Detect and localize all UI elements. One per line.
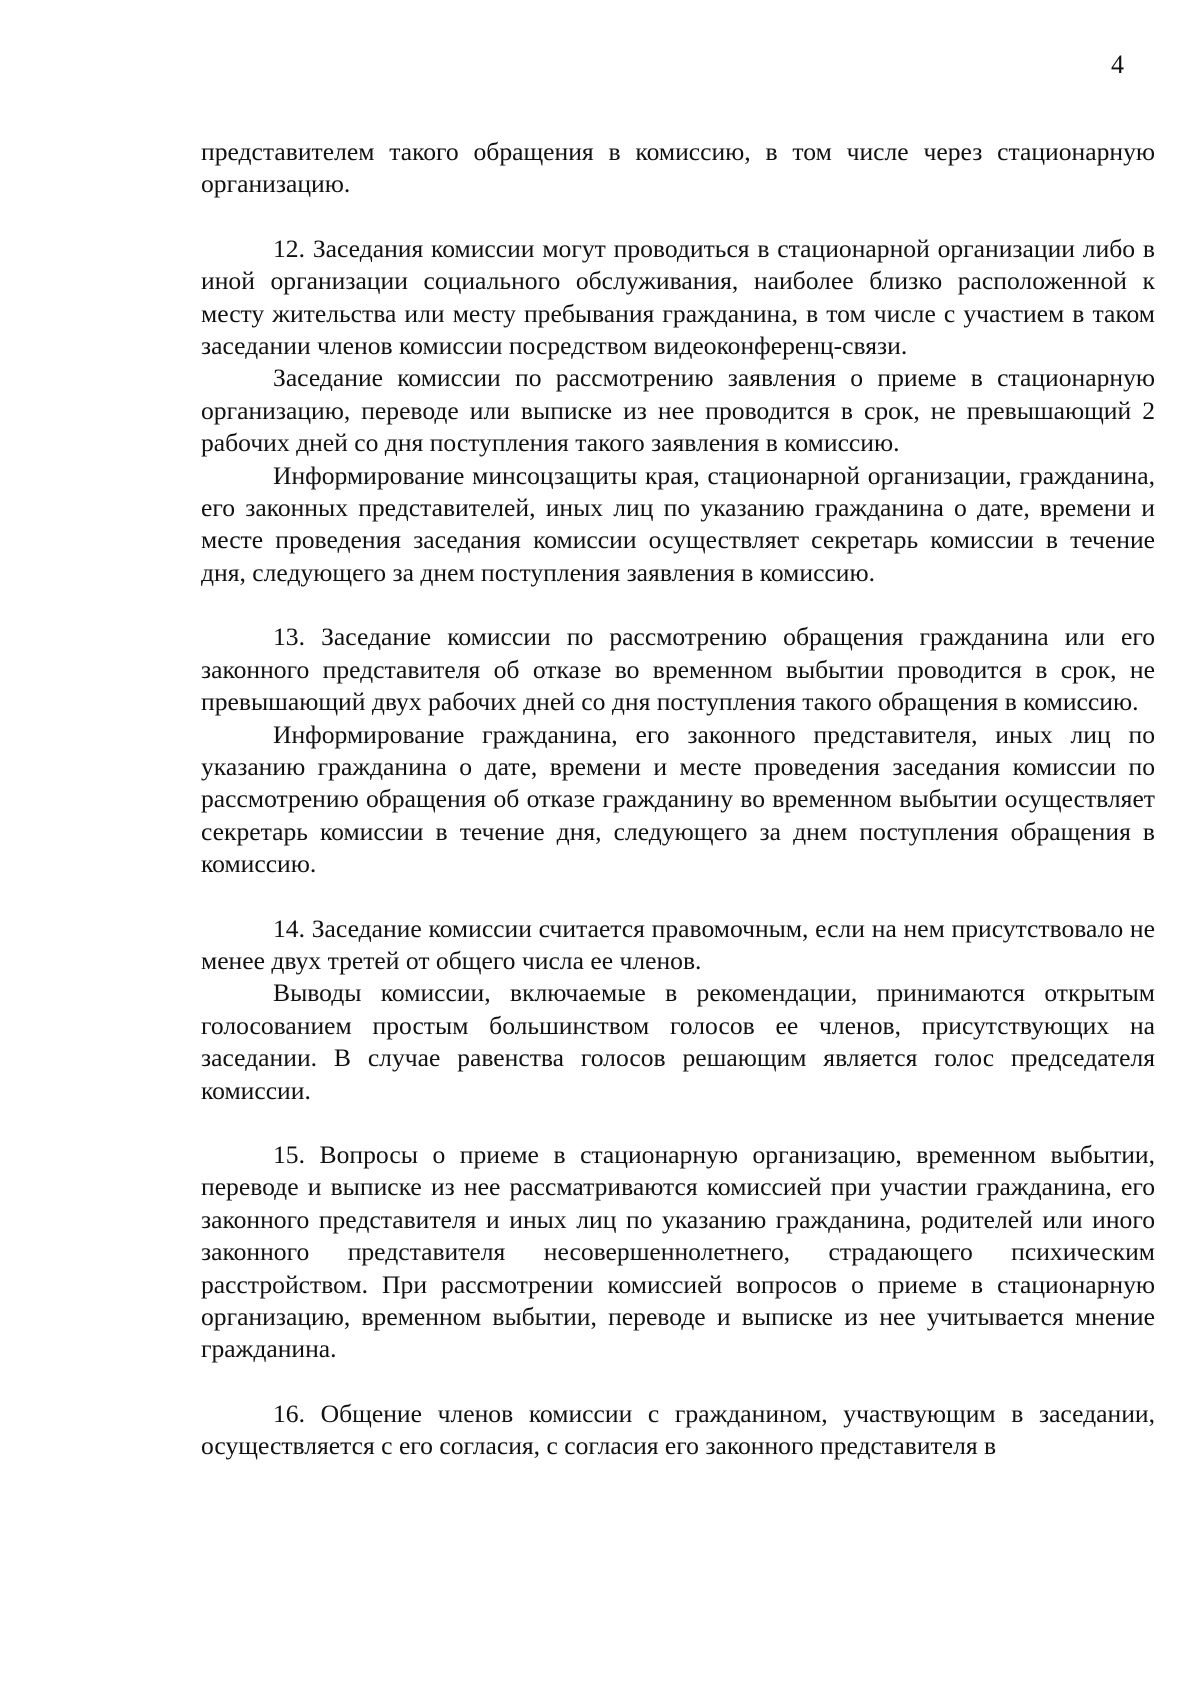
paragraph-item-15: 15. Вопросы о приеме в стационарную организацию, временном выбытии, переводе и выписке из нее рассматриваются комиссией при участии гражданина, его законного представителя и иных лиц по указанию гражданина, родителей или иного законного представителя несовершеннолетнего, страдающего психическим расстройством. При рассмотрении комиссией вопросов о приеме в стационарную организацию, временном выбытии, переводе и выписке из нее учитывается мнение гражданина. [201,1139,1155,1364]
paragraph-item-12-deadline: Заседание комиссии по рассмотрению заявления о приеме в стационарную организацию, переводе или выписке из нее проводится в срок, не превышающий 2 рабочих дней со дня поступления такого заявления в комиссию. [201,363,1155,458]
paragraph-item-14: 14. Заседание комиссии считается правомочным, если на нем присутствовало не менее двух третей от общего числа ее членов. [201,913,1155,975]
paragraph-item-13: 13. Заседание комиссии по рассмотрению обращения гражданина или его законного представителя об отказе во временном выбытии проводится в срок, не превышающий двух рабочих дней со дня поступления такого обращения в комиссию. [201,622,1155,717]
paragraph-item-13-notification: Информирование гражданина, его законного представителя, иных лиц по указанию гражданина о дате, времени и месте проведения заседания комиссии по рассмотрению обращения об отказе гражданину во временном выбытии осуществляет секретарь комиссии в течение дня, следующего за днем поступления обращения в комиссию. [201,719,1155,879]
paragraph-continuation: представителем такого обращения в комиссию, в том числе через стационарную организацию. [201,137,1155,199]
document-body [201,136,1155,1463]
paragraph-item-12-notification: Информирование минсоцзащиты края, стационарной организации, гражданина, его законных представителей, иных лиц по указанию гражданина о дате, времени и месте проведения заседания комиссии осуществляет секретарь комиссии в течение дня, следующего за днем поступления заявления в комиссию. [201,460,1155,587]
paragraph-item-12: 12. Заседания комиссии могут проводиться в стационарной организации либо в иной организации социального обслуживания, наиболее близко расположенной к месту жительства или месту пребывания гражданина, в том числе с участием в таком заседании членов комиссии посредством видеоконференц-связи. [201,233,1155,361]
paragraph-item-14-voting: Выводы комиссии, включаемые в рекомендации, принимаются открытым голосованием простым большинством голосов ее членов, присутствующих на заседании. В случае равенства голосов решающим является голос председателя комиссии. [201,978,1155,1105]
paragraph-item-16: 16. Общение членов комиссии с гражданином, участвующим в заседании, осуществляется с его согласия, с согласия его законного представителя в [201,1398,1155,1461]
page-number: 4 [1111,50,1124,79]
